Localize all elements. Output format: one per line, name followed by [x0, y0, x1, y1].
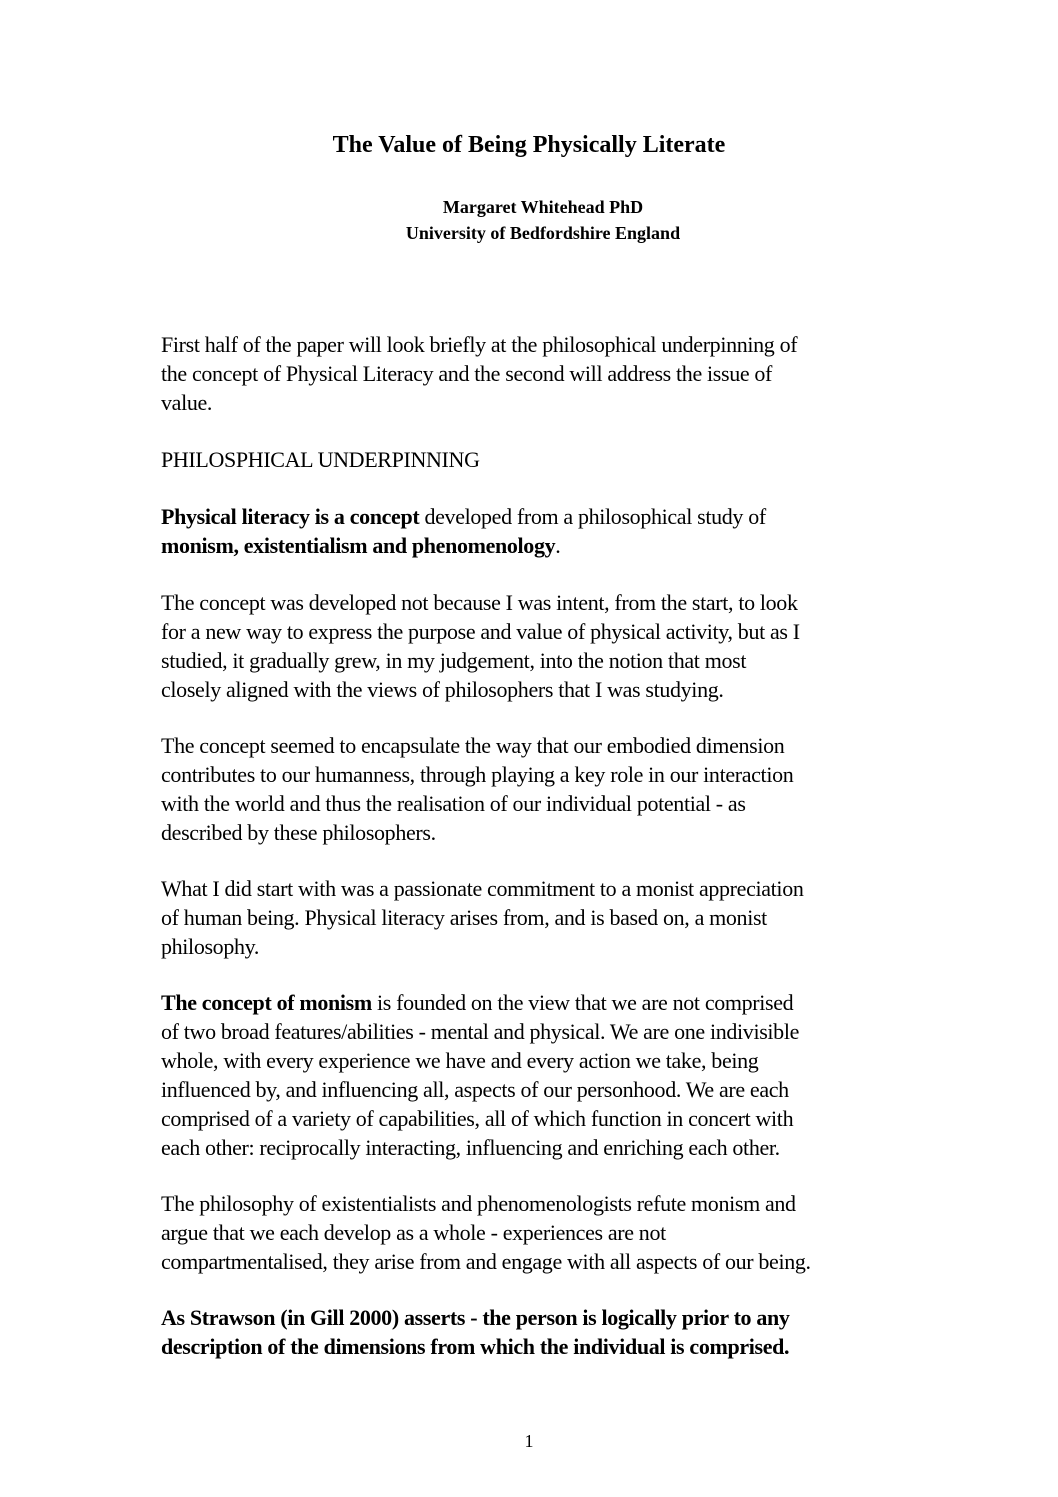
page-title: The Value of Being Physically Literate	[332, 132, 726, 158]
text-line: whole, with every experience we have and every action we take, being	[161, 1048, 759, 1073]
paragraph-start	[161, 874, 941, 961]
paragraph-concept	[161, 502, 941, 560]
text-run: developed from a philosophical study of	[419, 504, 766, 529]
text-line: closely aligned with the views of philosophers that I was studying.	[161, 677, 724, 702]
text-line: As Strawson (in Gill 2000) asserts - the person is logically prior to any	[161, 1305, 790, 1330]
bold-phrase: The concept of monism	[161, 990, 372, 1015]
text-line: The philosophy of existentialists and phenomenologists refute monism and	[161, 1191, 796, 1216]
text-line: each other: reciprocally interacting, influencing and enriching each other.	[161, 1135, 780, 1160]
page-number: 1	[524, 1431, 534, 1451]
text-line: compartmentalised, they arise from and engage with all aspects of our being.	[161, 1249, 811, 1274]
paragraph-existentialists	[161, 1189, 941, 1276]
text-run: .	[555, 533, 561, 558]
byline	[0, 194, 1058, 246]
text-line	[161, 502, 941, 531]
text-line: influenced by, and influencing all, aspects of our personhood. We are each	[161, 1077, 789, 1102]
author-affiliation: University of Bedfordshire England	[405, 223, 681, 243]
text-line: First half of the paper will look briefly at the philosophical underpinning of	[161, 332, 798, 357]
text-line: value.	[161, 390, 213, 415]
paragraph-strawson-quote	[161, 1303, 941, 1361]
text-line	[161, 531, 941, 560]
text-line: described by these philosophers.	[161, 820, 436, 845]
section-heading: PHILOSPHICAL UNDERPINNING	[161, 447, 480, 472]
author-name: Margaret Whitehead PhD	[442, 197, 644, 217]
text-run: is founded on the view that we are not comprised	[371, 990, 794, 1015]
paragraph-developed	[161, 588, 941, 704]
text-line: The concept was developed not because I was intent, from the start, to look	[161, 590, 798, 615]
text-line: comprised of a variety of capabilities, all of which function in concert with	[161, 1106, 794, 1131]
text-line: the concept of Physical Literacy and the second will address the issue of	[161, 361, 773, 386]
text-line: studied, it gradually grew, in my judgement, into the notion that most	[161, 648, 747, 673]
text-line: contributes to our humanness, through playing a key role in our interaction	[161, 762, 794, 787]
text-line: philosophy.	[161, 934, 260, 959]
paragraph-intro	[161, 330, 941, 417]
text-line: argue that we each develop as a whole - experiences are not	[161, 1220, 666, 1245]
paragraph-monism	[161, 988, 941, 1162]
text-line: with the world and thus the realisation of our individual potential - as	[161, 791, 746, 816]
text-line: What I did start with was a passionate commitment to a monist appreciation	[161, 876, 804, 901]
text-line: of two broad features/abilities - mental and physical. We are one indivisible	[161, 1019, 800, 1044]
text-line	[161, 988, 941, 1017]
text-line: description of the dimensions from which the individual is comprised.	[161, 1334, 790, 1359]
text-line: of human being. Physical literacy arises from, and is based on, a monist	[161, 905, 767, 930]
bold-phrase: monism, existentialism and phenomenology	[161, 533, 556, 558]
paragraph-encapsulate	[161, 731, 941, 847]
text-line: for a new way to express the purpose and value of physical activity, but as I	[161, 619, 800, 644]
bold-phrase: Physical literacy is a concept	[161, 504, 420, 529]
text-line: The concept seemed to encapsulate the way that our embodied dimension	[161, 733, 785, 758]
